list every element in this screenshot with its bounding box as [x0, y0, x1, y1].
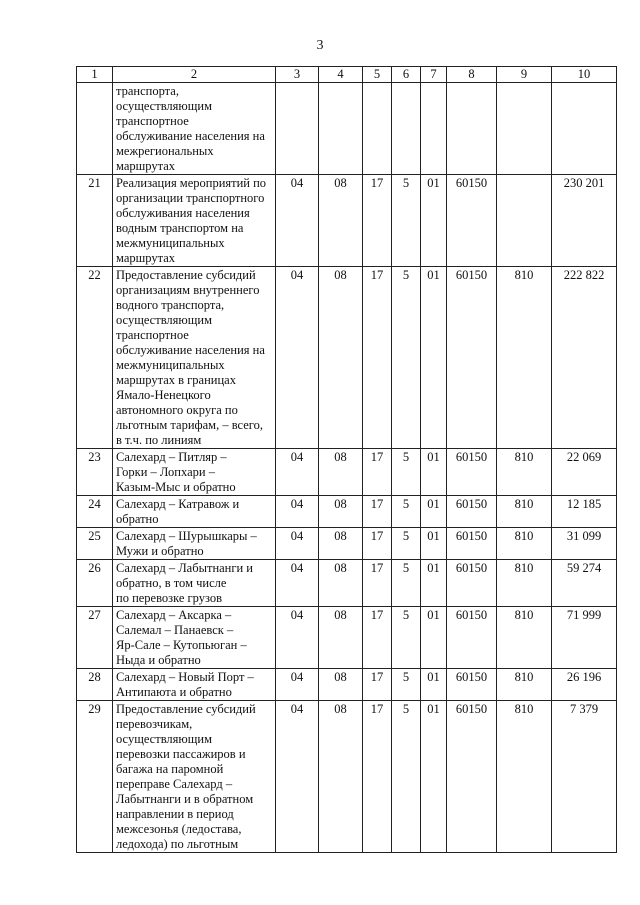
column-header-5: 5 — [363, 67, 392, 83]
row-number: 25 — [77, 528, 113, 560]
subprogram-code: 5 — [392, 449, 421, 496]
target-code: 60150 — [447, 669, 497, 701]
description-line: транспорта, — [116, 84, 179, 98]
row-number: 29 — [77, 701, 113, 853]
table-body — [77, 83, 617, 853]
column-header-4: 4 — [319, 67, 363, 83]
program-code: 17 — [363, 560, 392, 607]
amount: 230 201 — [552, 175, 617, 267]
expense-type-code: 810 — [497, 701, 552, 853]
ministry-code: 04 — [276, 449, 319, 496]
activity-code: 01 — [421, 528, 447, 560]
amount: 222 822 — [552, 267, 617, 449]
description-line: Ныда и обратно — [116, 653, 201, 667]
description-line: перевозчикам, — [116, 717, 193, 731]
section-code: 08 — [319, 701, 363, 853]
amount: 22 069 — [552, 449, 617, 496]
subprogram-code: 5 — [392, 669, 421, 701]
subprogram-code: 5 — [392, 607, 421, 669]
description-line: автономного округа по — [116, 403, 238, 417]
column-header-9: 9 — [497, 67, 552, 83]
row-description — [113, 701, 276, 853]
expense-type-code: 810 — [497, 669, 552, 701]
amount: 12 185 — [552, 496, 617, 528]
program-code: 17 — [363, 449, 392, 496]
amount: 71 999 — [552, 607, 617, 669]
description-line: Салехард – Катравож и — [116, 497, 240, 511]
description-line: межрегиональных — [116, 144, 214, 158]
program-code: 17 — [363, 607, 392, 669]
target-code — [447, 83, 497, 175]
description-line: организации транспортного — [116, 191, 265, 205]
description-line: маршрутах — [116, 251, 175, 265]
description-line: транспортное — [116, 328, 189, 342]
ministry-code: 04 — [276, 560, 319, 607]
program-code: 17 — [363, 496, 392, 528]
description-line: ледохода) по льготным — [116, 837, 239, 851]
row-description — [113, 528, 276, 560]
amount: 26 196 — [552, 669, 617, 701]
ministry-code: 04 — [276, 528, 319, 560]
section-code: 08 — [319, 175, 363, 267]
subprogram-code: 5 — [392, 175, 421, 267]
subprogram-code: 5 — [392, 560, 421, 607]
description-line: перевозки пассажиров и — [116, 747, 246, 761]
activity-code: 01 — [421, 175, 447, 267]
description-line: Предоставление субсидий — [116, 268, 256, 282]
row-number: 22 — [77, 267, 113, 449]
description-line: багажа на паромной — [116, 762, 224, 776]
table-row — [77, 701, 617, 853]
amount — [552, 83, 617, 175]
section-code: 08 — [319, 267, 363, 449]
row-number: 27 — [77, 607, 113, 669]
target-code: 60150 — [447, 701, 497, 853]
row-description — [113, 83, 276, 175]
target-code: 60150 — [447, 560, 497, 607]
target-code: 60150 — [447, 175, 497, 267]
activity-code — [421, 83, 447, 175]
description-line: межмуниципальных — [116, 236, 225, 250]
column-header-6: 6 — [392, 67, 421, 83]
table-row — [77, 528, 617, 560]
ministry-code: 04 — [276, 669, 319, 701]
amount: 31 099 — [552, 528, 617, 560]
row-description — [113, 267, 276, 449]
description-line: направлении в период — [116, 807, 234, 821]
activity-code: 01 — [421, 449, 447, 496]
program-code — [363, 83, 392, 175]
expense-type-code: 810 — [497, 267, 552, 449]
description-line: Салехард – Лабытнанги и — [116, 561, 253, 575]
target-code: 60150 — [447, 449, 497, 496]
row-description — [113, 175, 276, 267]
row-description — [113, 496, 276, 528]
description-line: обслуживания населения — [116, 206, 250, 220]
page-number: 3 — [316, 38, 324, 53]
expense-type-code — [497, 175, 552, 267]
expense-type-code: 810 — [497, 607, 552, 669]
description-line: Антипаюта и обратно — [116, 685, 232, 699]
expense-type-code — [497, 83, 552, 175]
expense-type-code: 810 — [497, 528, 552, 560]
description-line: осуществляющим — [116, 99, 212, 113]
section-code: 08 — [319, 560, 363, 607]
description-line: организациям внутреннего — [116, 283, 260, 297]
table-row — [77, 83, 617, 175]
budget-table — [76, 66, 617, 853]
row-number: 26 — [77, 560, 113, 607]
table-row — [77, 175, 617, 267]
ministry-code: 04 — [276, 175, 319, 267]
table-row — [77, 560, 617, 607]
description-line: обратно — [116, 512, 159, 526]
target-code: 60150 — [447, 607, 497, 669]
description-line: переправе Салехард – — [116, 777, 233, 791]
row-description — [113, 560, 276, 607]
program-code: 17 — [363, 175, 392, 267]
expense-type-code: 810 — [497, 496, 552, 528]
activity-code: 01 — [421, 496, 447, 528]
row-description — [113, 669, 276, 701]
description-line: в т.ч. по линиям — [116, 433, 202, 447]
subprogram-code: 5 — [392, 267, 421, 449]
expense-type-code: 810 — [497, 560, 552, 607]
expense-type-code: 810 — [497, 449, 552, 496]
description-line: Казым-Мыс и обратно — [116, 480, 236, 494]
section-code — [319, 83, 363, 175]
description-line: Яр-Сале – Кутопьюган – — [116, 638, 247, 652]
description-line: обслуживание населения на — [116, 129, 265, 143]
column-header-3: 3 — [276, 67, 319, 83]
target-code: 60150 — [447, 528, 497, 560]
description-line: осуществляющим — [116, 313, 212, 327]
row-number: 28 — [77, 669, 113, 701]
column-header-10: 10 — [552, 67, 617, 83]
table-header-row — [77, 67, 617, 83]
subprogram-code: 5 — [392, 701, 421, 853]
section-code: 08 — [319, 669, 363, 701]
description-line: осуществляющим — [116, 732, 212, 746]
ministry-code: 04 — [276, 701, 319, 853]
activity-code: 01 — [421, 607, 447, 669]
row-number: 21 — [77, 175, 113, 267]
section-code: 08 — [319, 449, 363, 496]
description-line: Салехард – Аксарка – — [116, 608, 232, 622]
description-line: Предоставление субсидий — [116, 702, 256, 716]
row-description — [113, 449, 276, 496]
row-number: 24 — [77, 496, 113, 528]
description-line: межсезонья (ледостава, — [116, 822, 242, 836]
column-header-2: 2 — [113, 67, 276, 83]
description-line: транспортное — [116, 114, 189, 128]
section-code: 08 — [319, 496, 363, 528]
activity-code: 01 — [421, 560, 447, 607]
description-line: Салехард – Питляр – — [116, 450, 227, 464]
description-line: Салехард – Шурышкары – — [116, 529, 257, 543]
ministry-code: 04 — [276, 267, 319, 449]
subprogram-code — [392, 83, 421, 175]
amount: 59 274 — [552, 560, 617, 607]
column-header-7: 7 — [421, 67, 447, 83]
table-row — [77, 496, 617, 528]
ministry-code: 04 — [276, 496, 319, 528]
row-number: 23 — [77, 449, 113, 496]
target-code: 60150 — [447, 496, 497, 528]
column-header-8: 8 — [447, 67, 497, 83]
table-row — [77, 607, 617, 669]
program-code: 17 — [363, 267, 392, 449]
description-line: Салемал – Панаевск – — [116, 623, 234, 637]
description-line: маршрутах в границах — [116, 373, 236, 387]
description-line: водного транспорта, — [116, 298, 225, 312]
description-line: Ямало-Ненецкого — [116, 388, 211, 402]
column-header-1: 1 — [77, 67, 113, 83]
description-line: по перевозке грузов — [116, 591, 223, 605]
description-line: маршрутах — [116, 159, 175, 173]
ministry-code: 04 — [276, 607, 319, 669]
program-code: 17 — [363, 701, 392, 853]
amount: 7 379 — [552, 701, 617, 853]
section-code: 08 — [319, 607, 363, 669]
description-line: обратно, в том числе — [116, 576, 227, 590]
description-line: Горки – Лопхари – — [116, 465, 215, 479]
description-line: Салехард – Новый Порт – — [116, 670, 254, 684]
activity-code: 01 — [421, 669, 447, 701]
description-line: обслуживание населения на — [116, 343, 265, 357]
table-row — [77, 669, 617, 701]
target-code: 60150 — [447, 267, 497, 449]
description-line: льготным тарифам, – всего, — [116, 418, 263, 432]
ministry-code — [276, 83, 319, 175]
description-line: Мужи и обратно — [116, 544, 204, 558]
description-line: Лабытнанги и в обратном — [116, 792, 254, 806]
description-line: водным транспортом на — [116, 221, 244, 235]
table-row — [77, 267, 617, 449]
program-code: 17 — [363, 669, 392, 701]
description-line: Реализация мероприятий по — [116, 176, 267, 190]
row-number — [77, 83, 113, 175]
subprogram-code: 5 — [392, 496, 421, 528]
program-code: 17 — [363, 528, 392, 560]
table-row — [77, 449, 617, 496]
section-code: 08 — [319, 528, 363, 560]
description-line: межмуниципальных — [116, 358, 225, 372]
activity-code: 01 — [421, 701, 447, 853]
subprogram-code: 5 — [392, 528, 421, 560]
row-description — [113, 607, 276, 669]
activity-code: 01 — [421, 267, 447, 449]
